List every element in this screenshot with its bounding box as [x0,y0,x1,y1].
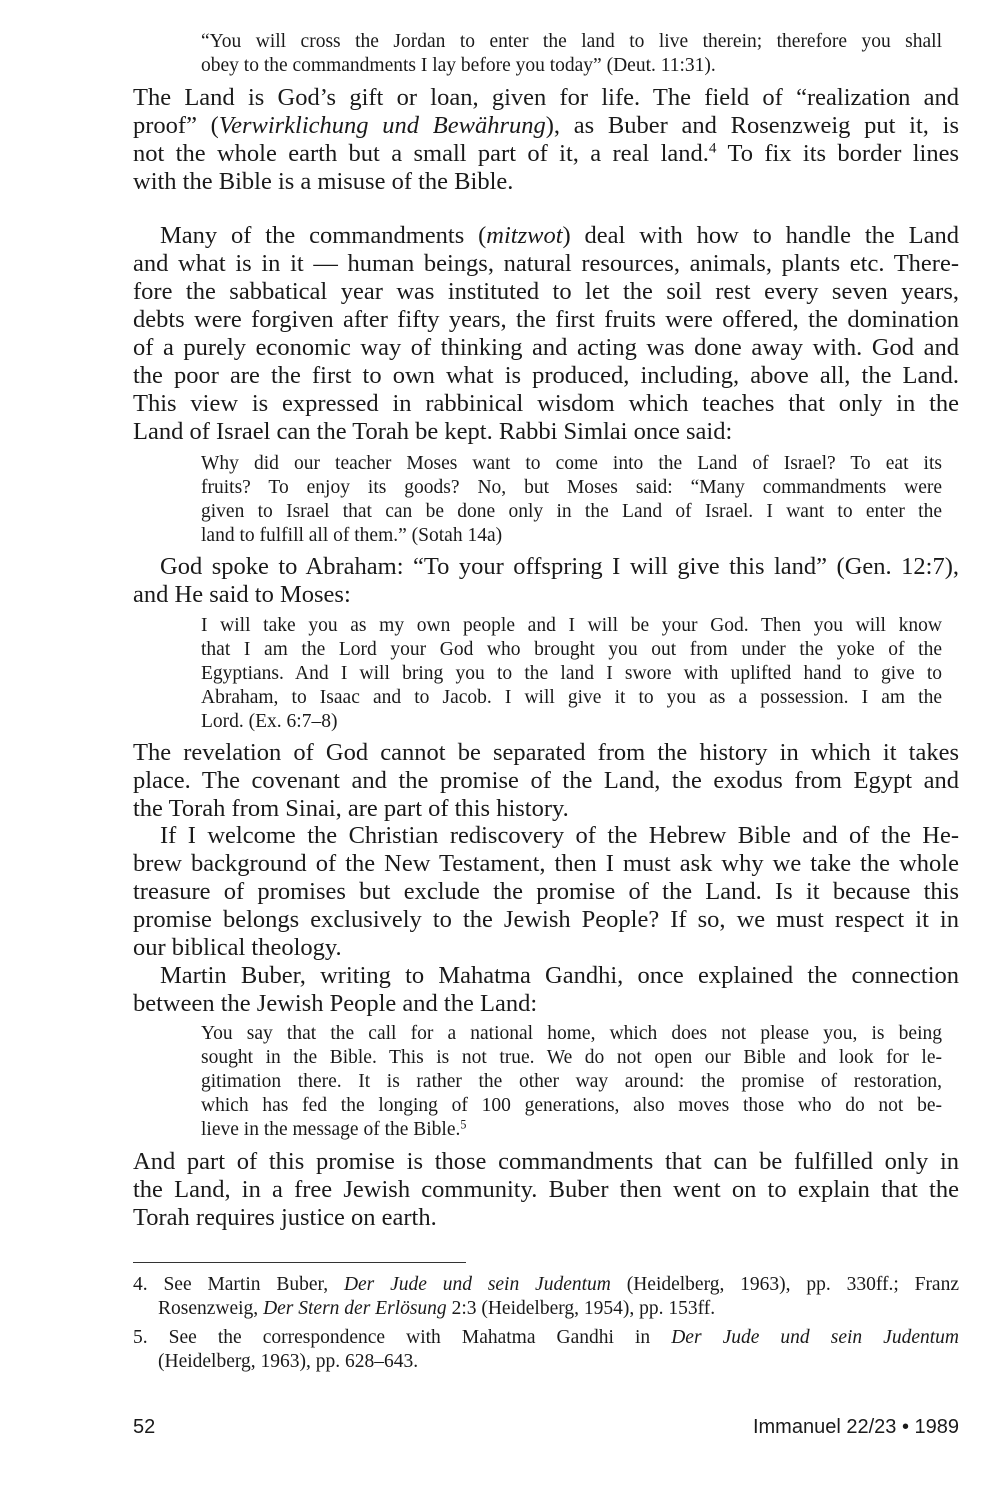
body-line: treasure of promises but exclude the promise of the Land. Is it because this [133,878,959,905]
text-run: 2:3 (Heidelberg, 1954), pp. 153ff. [446,1298,716,1319]
italic-title: Der Jude und sein Judentum [671,1327,959,1348]
text-run: Many of the commandments ( [160,222,487,249]
body-line: of a purely economic way of thinking and acting was done away with. God and [133,334,959,361]
body-line: and what is in it — human beings, natural resources, animals, plants etc. There- [133,250,959,277]
body-line: And part of this promise is those commandments that can be fulfilled only in [133,1148,959,1175]
italic-title: Der Stern der Erlösung [263,1298,447,1319]
text-run: 4. See Martin Buber, [133,1274,344,1295]
quote-sotah-line: Why did our teacher Moses want to come into the Land of Israel? To eat its [201,453,942,474]
quote-buber-line [201,1118,942,1142]
body-line: God spoke to Abraham: “To your offspring I will give this land” (Gen. 12:7), [160,553,959,580]
body-line: Martin Buber, writing to Mahatma Gandhi, once explained the connection [160,962,959,989]
quote-exodus-line: I will take you as my own people and I will be your God. Then you will know [201,615,942,636]
quote-exodus-line: that I am the Lord your God who brought you out from under the yoke of the [201,639,942,660]
footnote-5 [133,1326,959,1350]
quote-sotah-line: given to Israel that can be done only in the Land of Israel. I want to enter the [201,501,942,522]
body-line: the Land, in a free Jewish community. Buber then went on to explain that the [133,1176,959,1203]
text-run: lieve in the message of the Bible. [201,1119,461,1140]
quote-exodus-line: Abraham, to Isaac and to Jacob. I will give it to you as a possession. I am the [201,687,942,708]
body-line: fore the sabbatical year was instituted to let the soil rest every seven years, [133,278,959,305]
body-line: the Torah from Sinai, are part of this history. [133,795,569,822]
body-line: with the Bible is a misuse of the Bible. [133,168,514,195]
italic-term: Verwirklichung und Bewährung [218,112,546,139]
body-line: place. The covenant and the promise of the Land, the exodus from Egypt and [133,767,959,794]
quote-deut-line: obey to the commandments I lay before you today” (Deut. 11:31). [201,55,716,76]
text-run: ), as Buber and Rosenzweig put it, is [545,112,959,139]
body-line: Torah requires justice on earth. [133,1204,437,1231]
body-line: Land of Israel can the Torah be kept. Rabbi Simlai once said: [133,418,733,445]
quote-exodus-line: Lord. (Ex. 6:7–8) [201,711,338,732]
page-number: 52 [133,1416,156,1438]
body-line: the poor are the first to own what is produced, including, above all, the Land. [133,362,959,389]
quote-deut-line: “You will cross the Jordan to enter the land to live therein; therefore you shall [201,31,942,52]
footnote-4-cont [158,1297,959,1321]
body-line [133,112,959,140]
body-line: our biblical theology. [133,934,342,961]
footnote-ref-5[interactable]: 5 [460,1117,467,1132]
body-line: and He said to Moses: [133,581,351,608]
quote-sotah-line: fruits? To enjoy its goods? No, but Moses said: “Many commandments were [201,477,942,498]
text-run: not the whole earth but a small part of it, a real land. [133,140,709,167]
text-run: ) deal with how to handle the Land [562,222,959,249]
footnote-5-cont: (Heidelberg, 1963), pp. 628–643. [158,1351,419,1372]
body-line [160,222,959,250]
quote-exodus-line: Egyptians. And I will bring you to the land I swore with uplifted hand to give to [201,663,942,684]
italic-term: mitzwot [486,222,563,249]
body-line: This view is expressed in rabbinical wisdom which teaches that only in the [133,390,959,417]
quote-buber-line: sought in the Bible. This is not true. We do not open our Bible and look for le- [201,1047,942,1068]
body-line: debts were forgiven after fifty years, the first fruits were offered, the domination [133,306,959,333]
body-line: The revelation of God cannot be separated from the history in which it takes [133,739,959,766]
text-run: (Heidelberg, 1963), pp. 330ff.; Franz [610,1274,959,1295]
quote-buber-line: gitimation there. It is rather the other way around: the promise of restoration, [201,1071,942,1092]
quote-buber-line: You say that the call for a national home, which does not please you, is being [201,1023,942,1044]
body-line: brew background of the New Testament, then I must ask why we take the whole [133,850,959,877]
footnote-separator [133,1262,466,1263]
body-line: promise belongs exclusively to the Jewish People? If so, we must respect it in [133,906,959,933]
body-line: If I welcome the Christian rediscovery of the Hebrew Bible and of the He- [160,822,959,849]
footnote-ref-4[interactable]: 4 [708,139,717,157]
body-line: The Land is God’s gift or loan, given for life. The field of “realization and [133,84,959,111]
text-run: proof” ( [133,112,219,139]
footnote-4 [133,1273,959,1297]
body-line: between the Jewish People and the Land: [133,990,538,1017]
body-line [133,140,959,168]
journal-reference: Immanuel 22/23 • 1989 [752,1416,959,1438]
text-run: 5. See the correspondence with Mahatma Gandhi in [133,1327,672,1348]
quote-buber-line: which has fed the longing of 100 generations, also moves those who do not be- [201,1095,942,1116]
quote-sotah-line: land to fulfill all of them.” (Sotah 14a) [201,525,503,546]
text-run: Rosenzweig, [158,1298,264,1319]
italic-title: Der Jude und sein Judentum [343,1274,611,1295]
text-run: To fix its border lines [716,140,960,167]
